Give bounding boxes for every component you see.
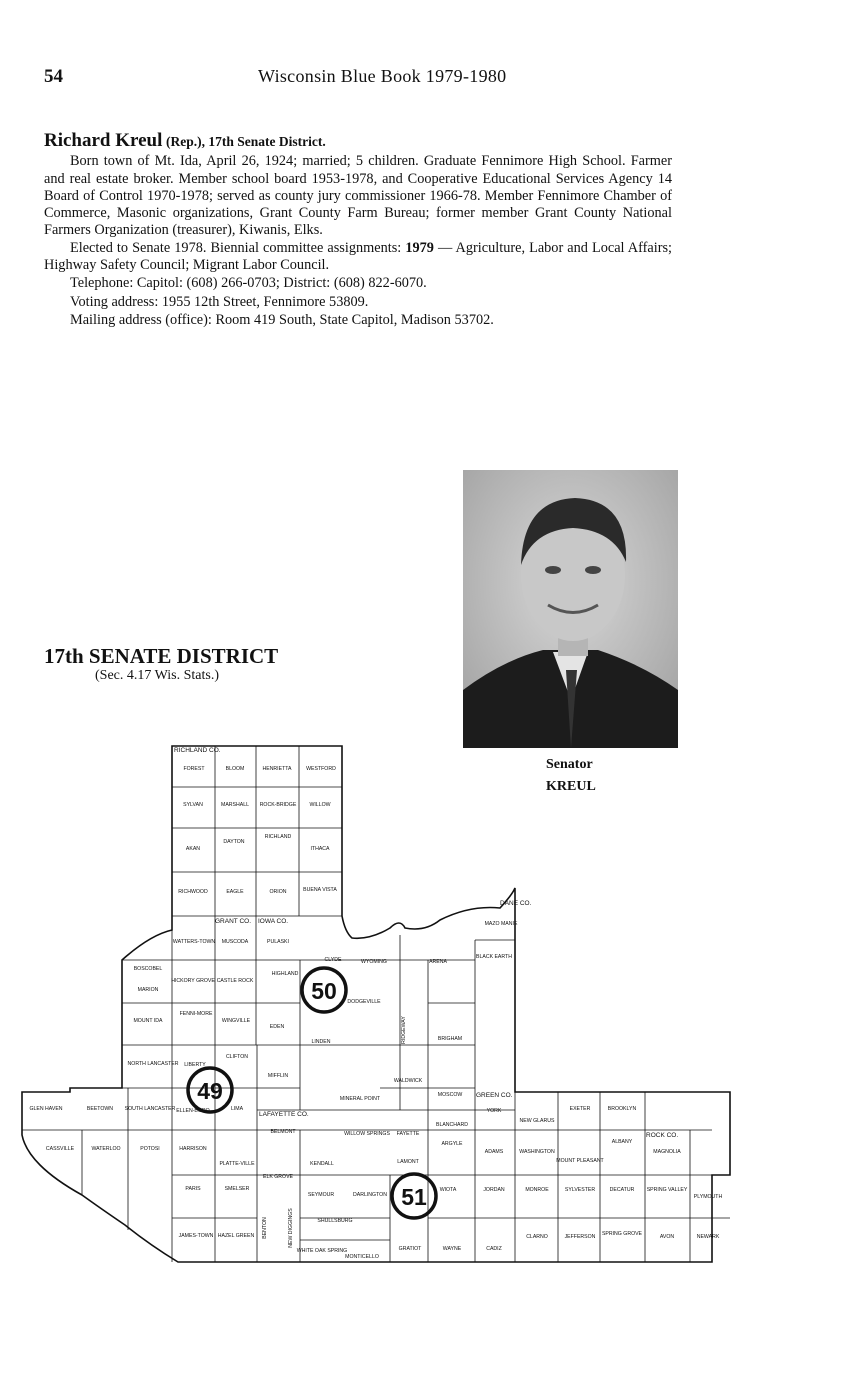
town-adams: ADAMS [484,1149,504,1155]
page-header [44,66,804,96]
town-westford: WESTFORD [306,766,336,772]
voting-address: Voting address: 1955 12th Street, Fennimore 53809. [70,293,369,310]
town-gratiot: GRATIOT [398,1246,422,1252]
town-ridgeway: RIDGEWAY [401,1016,407,1044]
town-linden: LINDEN [311,1039,331,1045]
bio-paragraph-background: Born town of Mt. Ida, April 26, 1924; married; 5 children. Graduate Fennimore High School. Farmer and real estate broker. Member school board 1953-1978, and Cooperative Educational Services Agency 14 Board of Control 1970-1978; served as county jury commissioner 1966-78. Member Fennimore Chamber of Commerce, Masonic organizations, Grant County Farm Bureau; former member Grant County National Farmers Organization (treasurer), Kiwanis, Elks. [44,153,672,239]
county-label-richland: RICHLAND CO. [174,747,221,754]
town-northlancaster: NORTH LANCASTER [127,1061,179,1067]
town-elkgrove: ELK GROVE [263,1174,293,1180]
bio-heading [44,132,672,151]
town-blanchard: BLANCHARD [436,1122,468,1128]
senator-biography [44,132,672,329]
town-orion: ORION [269,889,287,895]
town-decatur: DECATUR [609,1187,635,1193]
town-sylvan: SYLVAN [183,802,203,808]
page-number: 54 [44,66,63,87]
district-map-subtitle: (Sec. 4.17 Wis. Stats.) [95,668,220,683]
town-rockbridge: ROCK-BRIDGE [259,802,297,808]
town-cassville: CASSVILLE [45,1146,75,1152]
town-jordan: JORDAN [483,1187,505,1193]
town-mineralpoint: MINERAL POINT [339,1096,381,1102]
town-hickorygrove: HICKORY GROVE [171,978,215,984]
town-clarno: CLARNO [526,1234,548,1240]
town-exeter: EXETER [569,1106,591,1112]
town-whiteoakspring: WHITE OAK SPRING [296,1248,348,1254]
town-sylvester: SYLVESTER [564,1187,596,1193]
town-clyde: CLYDE [324,957,342,963]
town-washington: WASHINGTON [519,1149,555,1155]
town-newark: NEWARK [696,1234,720,1240]
town-willow: WILLOW [309,802,331,808]
party: (Rep.) [165,134,202,149]
town-fennimore: FENNI-MORE [179,1011,213,1017]
town-seymour: SEYMOUR [307,1192,335,1198]
district-label: , 17th Senate District. [201,134,326,149]
town-dodgeville: DODGEVILLE [347,999,381,1005]
town-platteville: PLATTE-VILLE [219,1161,255,1167]
town-springgrove: SPRING GROVE [601,1231,643,1237]
county-label-dane: DANE CO. [500,900,532,907]
bio-paragraph-committees [44,240,672,275]
county-label-green: GREEN CO. [476,1092,513,1099]
town-clifton: CLIFTON [225,1054,249,1060]
town-richwood: RICHWOOD [178,889,208,895]
telephone: Telephone: Capitol: (608) 266-0703; District: (608) 822-6070. [70,275,427,292]
town-newdiggings: NEW DIGGINGS [288,1208,294,1248]
town-pulaski: PULASKI [267,939,289,945]
town-hazelgreen: HAZEL GREEN [217,1233,255,1239]
caption-name: KREUL [546,779,596,794]
town-darlington: DARLINGTON [353,1192,387,1198]
town-eagle: EAGLE [226,889,244,895]
town-lima: LIMA [230,1106,244,1112]
town-arena: ARENA [429,959,447,965]
town-highland: HIGHLAND [271,971,299,977]
town-dayton: DAYTON [223,839,245,845]
town-wingville: WINGVILLE [221,1018,251,1024]
district-map [0,740,740,1270]
town-muscoda: MUSCODA [221,939,249,945]
town-magnolia: MAGNOLIA [653,1149,681,1155]
town-richland: RICHLAND [264,834,292,840]
town-argyle: ARGYLE [441,1141,463,1147]
town-mountpleasant: MOUNT PLEASANT [556,1158,604,1164]
mailing-address: Mailing address (office): Room 419 South, State Capitol, Madison 53702. [70,311,494,328]
town-wyoming: WYOMING [361,959,387,965]
county-label-iowa: IOWA CO. [258,918,289,925]
senator-name: Richard Kreul [44,130,163,151]
town-marshall: MARSHALL [221,802,249,808]
town-plymouth: PLYMOUTH [693,1194,723,1200]
town-smelser: SMELSER [224,1186,250,1192]
town-monroe: MONROE [525,1187,549,1193]
town-springvalley: SPRING VALLEY [646,1187,688,1193]
town-buenavista: BUENA VISTA [303,887,337,893]
town-henrietta: HENRIETTA [262,766,292,772]
town-ellenboro: ELLEN-BORO [176,1108,210,1114]
committees-year: 1979 [405,239,434,256]
assembly-district-49: 49 [197,1078,223,1104]
town-york: YORK [486,1108,502,1114]
town-marion: MARION [137,987,159,993]
town-lamont: LAMONT [397,1159,419,1165]
town-belmont: BELMONT [270,1129,296,1135]
town-blackearth: BLACK EARTH [476,954,512,960]
town-jamestown: JAMES-TOWN [178,1233,214,1239]
town-kendall: KENDALL [310,1161,334,1167]
town-southlancaster: SOUTH LANCASTER [124,1106,176,1112]
town-forest: FOREST [183,766,205,772]
town-wayne: WAYNE [442,1246,462,1252]
town-cadiz: CADIZ [486,1246,502,1252]
county-label-grant: GRANT CO. [215,918,251,925]
caption-title: Senator [546,757,593,772]
committees-list: — Agriculture, Labor and Local Affairs; Highway Safety Council; Migrant Labor Council. [44,239,672,274]
town-wiota: WIOTA [439,1187,457,1193]
town-newglarus: NEW GLARUS [519,1118,555,1124]
assembly-district-51: 51 [401,1184,427,1210]
town-mazomanie: MAZO MANIE [484,921,518,927]
town-harrison: HARRISON [179,1146,207,1152]
running-title: Wisconsin Blue Book 1979-1980 [258,66,507,86]
district-map-title: 17th SENATE DISTRICT [44,644,279,668]
town-eden: EDEN [269,1024,285,1030]
town-potosi: POTOSI [140,1146,160,1152]
town-brigham: BRIGHAM [437,1036,463,1042]
town-waterloo: WATERLOO [91,1146,121,1152]
town-brooklyn: BROOKLYN [607,1106,637,1112]
town-shullsburg: SHULLSBURG [317,1218,353,1224]
town-mifflin: MIFFLIN [267,1073,289,1079]
county-label-rock: ROCK CO. [646,1132,679,1139]
town-mountida: MOUNT IDA [133,1018,163,1024]
town-moscow: MOSCOW [437,1092,463,1098]
town-willowsprings: WILLOW SPRINGS [344,1131,390,1137]
assembly-district-50: 50 [311,978,337,1004]
town-fayette: FAYETTE [396,1131,420,1137]
town-waldwick: WALDWICK [393,1078,423,1084]
town-glenhaven: GLEN HAVEN [29,1106,63,1112]
county-label-lafayette: LAFAYETTE CO. [259,1111,309,1118]
town-boscobel: BOSCOBEL [133,966,163,972]
town-akan: AKAN [185,846,201,852]
town-benton: BENTON [262,1217,268,1239]
town-avon: AVON [659,1234,675,1240]
town-ithaca: ITHACA [310,846,330,852]
town-castlerock: CASTLE ROCK [216,978,254,984]
town-beetown: BEETOWN [86,1106,114,1112]
committees-intro: Elected to Senate 1978. Biennial committee assignments: [70,239,406,256]
town-liberty: LIBERTY [184,1062,206,1068]
town-watterstown: WATTERS-TOWN [172,939,216,945]
town-paris: PARIS [185,1186,201,1192]
town-monticello: MONTICELLO [345,1254,379,1260]
town-jefferson: JEFFERSON [564,1234,596,1240]
town-bloom: BLOOM [225,766,245,772]
senator-portrait-photo [463,470,678,748]
town-albany: ALBANY [611,1139,633,1145]
